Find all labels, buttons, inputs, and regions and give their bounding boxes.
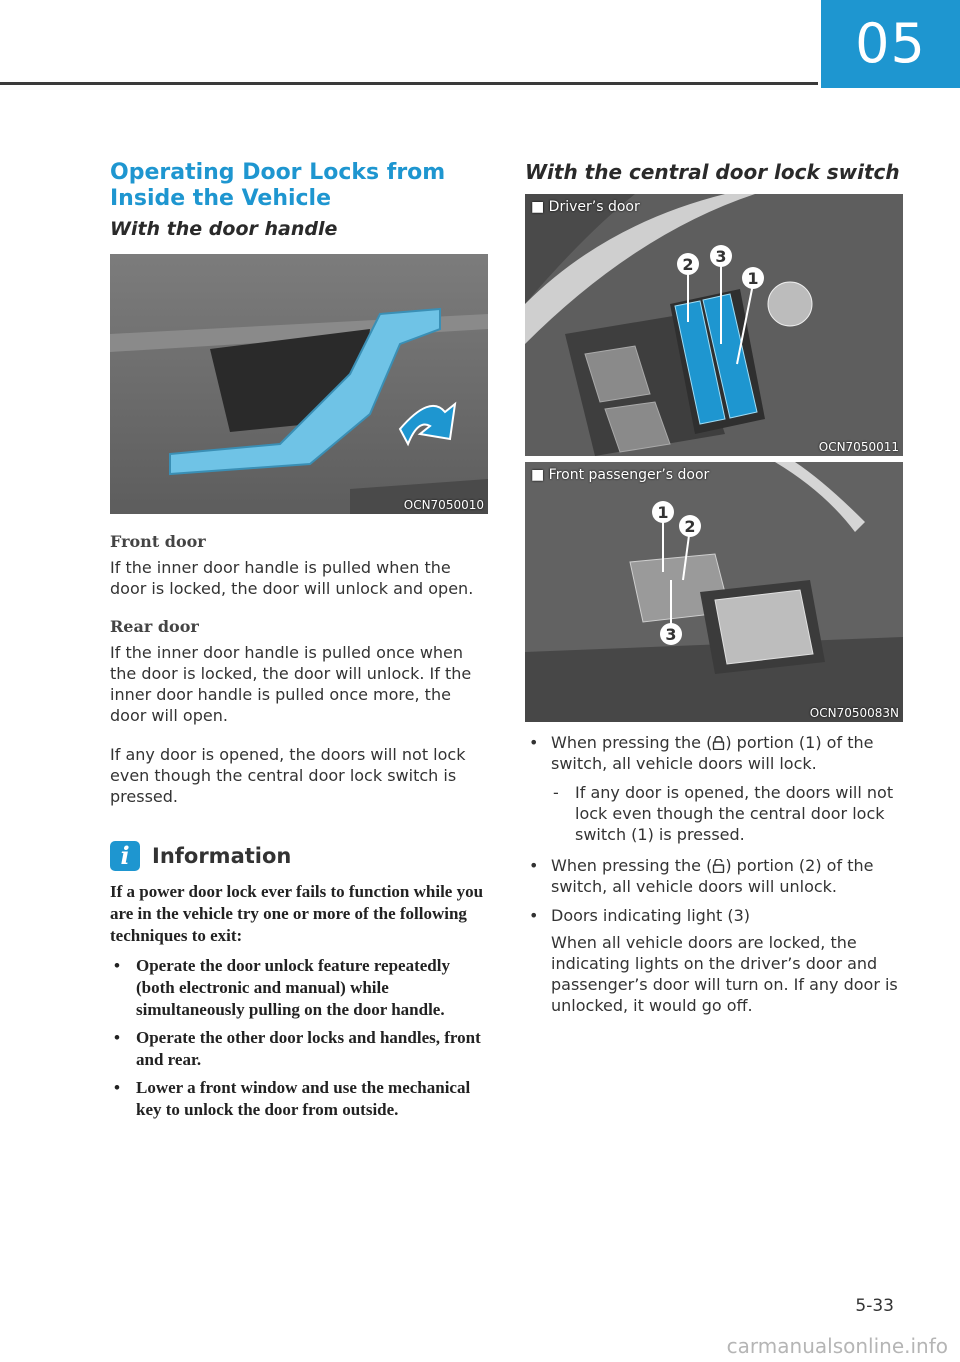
indicator-text: When all vehicle doors are locked, the indicating lights on the driver’s door and passenger’s door will turn on. If any door is unlocked, it would go off. (551, 933, 898, 1015)
lock-bullet: • When pressing the ( ) portion (1) of the switch, all vehicle doors will lock. (529, 733, 874, 773)
passenger-door-title: ■ Front passenger’s door (531, 467, 710, 483)
image-code: OCN7050010 (403, 498, 484, 512)
callout-3: 3 (665, 625, 677, 644)
chapter-tab: 05 (821, 0, 960, 88)
unlock-bullet: • When pressing the ( ) portion (2) of the switch, all vehicle doors will unlock. (529, 856, 874, 896)
list-item: • Lower a front window and use the mechanical key to unlock the door from outside. (114, 1078, 471, 1119)
callout-1: 1 (747, 269, 759, 288)
unlock-icon (712, 859, 725, 873)
left-column (110, 160, 488, 1127)
lock-sub-bullet: - If any door is opened, the doors will not lock even though the central door lock switch (1) is pressed. (553, 783, 894, 844)
section-title-line2: Inside the Vehicle (110, 186, 332, 211)
callout-1: 1 (657, 503, 669, 522)
passenger-door-photo (525, 462, 903, 722)
information-heading (110, 841, 488, 871)
indicator-bullet: • Doors indicating light (3) (529, 906, 750, 925)
image-code: OCN7050083N (809, 706, 899, 720)
callout-3: 3 (715, 247, 727, 266)
lock-icon (712, 736, 725, 750)
callout-2: 2 (684, 517, 696, 536)
door-handle-illustration (110, 254, 488, 514)
list-item: • Operate the door unlock feature repeatedly (both electronic and manual) while simultaneously pulling on the door handle. (114, 956, 450, 1019)
information-title: Information (152, 844, 292, 868)
drivers-door-title: ■ Driver’s door (531, 199, 640, 215)
central-lock-subtitle: With the central door lock switch (525, 160, 900, 184)
drivers-door-illustration (525, 194, 903, 456)
drivers-door-photo (525, 194, 903, 456)
rear-door-heading: Rear door (110, 617, 199, 636)
list-item: • Operate the other door locks and handles, front and rear. (114, 1028, 481, 1069)
central-lock-note: If any door is opened, the doors will not lock even though the central door lock switch is pressed. (110, 745, 466, 806)
info-list (110, 955, 488, 1121)
watermark: carmanualsonline.info (726, 1334, 948, 1358)
front-door-heading: Front door (110, 532, 206, 551)
info-intro: If a power door lock ever fails to function while you are in the vehicle try one or more of the following techniques to exit: (110, 882, 484, 945)
door-handle-photo (110, 254, 488, 514)
section-title-line1: Operating Door Locks from (110, 160, 446, 185)
front-door-text: If the inner door handle is pulled when the door is locked, the door will unlock and open. (110, 558, 474, 598)
callout-2: 2 (682, 255, 694, 274)
page-number: 5-33 (855, 1296, 894, 1316)
info-icon: i (110, 841, 140, 871)
door-handle-subtitle: With the door handle (110, 218, 338, 240)
rear-door-text: If the inner door handle is pulled once when the door is locked, the door will unlock. If the inner door handle is pulled once more, the door will open. (110, 643, 472, 725)
header-rule (0, 82, 818, 85)
passenger-door-illustration (525, 462, 903, 722)
right-column (525, 160, 903, 1016)
image-code: OCN7050011 (818, 440, 899, 454)
